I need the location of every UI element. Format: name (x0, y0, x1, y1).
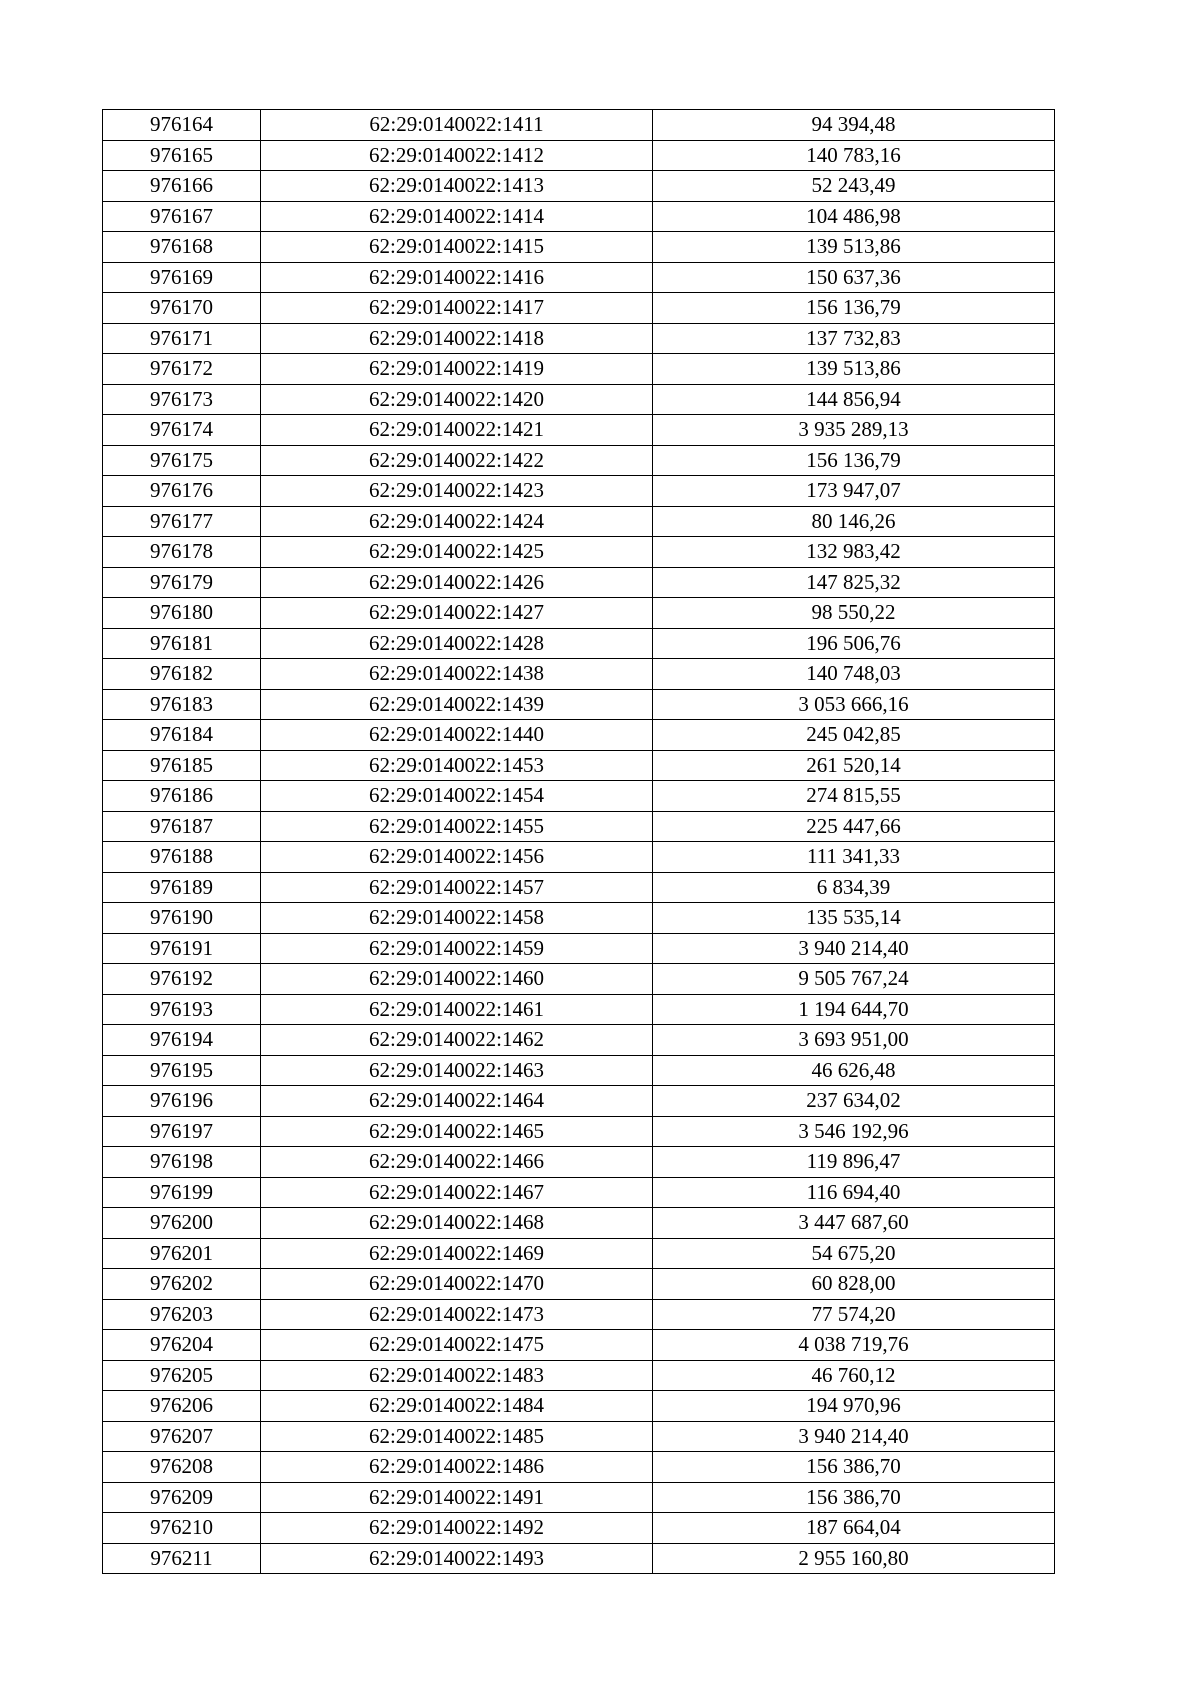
table-row (103, 171, 1055, 202)
table-row (103, 323, 1055, 354)
row-number-cell: 976203 (103, 1299, 261, 1330)
table-row (103, 903, 1055, 934)
cadastral-value-cell: 9 505 767,24 (653, 964, 1055, 995)
table-row (103, 1543, 1055, 1574)
table-row (103, 1269, 1055, 1300)
cadastral-number-cell: 62:29:0140022:1428 (261, 628, 653, 659)
row-number-cell: 976192 (103, 964, 261, 995)
table-row (103, 781, 1055, 812)
row-number-cell: 976182 (103, 659, 261, 690)
row-number-cell: 976193 (103, 994, 261, 1025)
row-number-cell: 976176 (103, 476, 261, 507)
cadastral-number-cell: 62:29:0140022:1467 (261, 1177, 653, 1208)
table-row (103, 506, 1055, 537)
table-row (103, 1513, 1055, 1544)
row-number-cell: 976189 (103, 872, 261, 903)
table-row (103, 354, 1055, 385)
row-number-cell: 976172 (103, 354, 261, 385)
cadastral-number-cell: 62:29:0140022:1439 (261, 689, 653, 720)
cadastral-number-cell: 62:29:0140022:1417 (261, 293, 653, 324)
cadastral-number-cell: 62:29:0140022:1419 (261, 354, 653, 385)
cadastral-number-cell: 62:29:0140022:1468 (261, 1208, 653, 1239)
cadastral-number-cell: 62:29:0140022:1483 (261, 1360, 653, 1391)
cadastral-number-cell: 62:29:0140022:1415 (261, 232, 653, 263)
row-number-cell: 976183 (103, 689, 261, 720)
table-row (103, 811, 1055, 842)
cadastral-value-cell: 4 038 719,76 (653, 1330, 1055, 1361)
row-number-cell: 976202 (103, 1269, 261, 1300)
cadastral-number-cell: 62:29:0140022:1459 (261, 933, 653, 964)
cadastral-number-cell: 62:29:0140022:1418 (261, 323, 653, 354)
cadastral-value-cell: 132 983,42 (653, 537, 1055, 568)
cadastral-value-cell: 147 825,32 (653, 567, 1055, 598)
cadastral-number-cell: 62:29:0140022:1466 (261, 1147, 653, 1178)
cadastral-number-cell: 62:29:0140022:1438 (261, 659, 653, 690)
cadastral-value-cell: 1 194 644,70 (653, 994, 1055, 1025)
cadastral-number-cell: 62:29:0140022:1421 (261, 415, 653, 446)
cadastral-value-cell: 46 760,12 (653, 1360, 1055, 1391)
cadastral-value-cell: 225 447,66 (653, 811, 1055, 842)
row-number-cell: 976185 (103, 750, 261, 781)
row-number-cell: 976168 (103, 232, 261, 263)
cadastral-value-cell: 46 626,48 (653, 1055, 1055, 1086)
cadastral-number-cell: 62:29:0140022:1454 (261, 781, 653, 812)
table-row (103, 1482, 1055, 1513)
cadastral-number-cell: 62:29:0140022:1455 (261, 811, 653, 842)
cadastral-value-cell: 94 394,48 (653, 110, 1055, 141)
row-number-cell: 976180 (103, 598, 261, 629)
row-number-cell: 976206 (103, 1391, 261, 1422)
cadastral-number-cell: 62:29:0140022:1485 (261, 1421, 653, 1452)
table-row (103, 1055, 1055, 1086)
cadastral-value-cell: 139 513,86 (653, 232, 1055, 263)
cadastral-value-cell: 3 447 687,60 (653, 1208, 1055, 1239)
cadastral-value-cell: 274 815,55 (653, 781, 1055, 812)
table-row (103, 933, 1055, 964)
cadastral-value-cell: 139 513,86 (653, 354, 1055, 385)
table-body (103, 110, 1055, 1574)
table-row (103, 1452, 1055, 1483)
cadastral-number-cell: 62:29:0140022:1473 (261, 1299, 653, 1330)
table-row (103, 1360, 1055, 1391)
cadastral-value-cell: 3 935 289,13 (653, 415, 1055, 446)
cadastral-value-cell: 111 341,33 (653, 842, 1055, 873)
cadastral-value-cell: 156 136,79 (653, 293, 1055, 324)
table-row (103, 384, 1055, 415)
row-number-cell: 976201 (103, 1238, 261, 1269)
cadastral-number-cell: 62:29:0140022:1469 (261, 1238, 653, 1269)
row-number-cell: 976197 (103, 1116, 261, 1147)
table-row (103, 994, 1055, 1025)
cadastral-number-cell: 62:29:0140022:1422 (261, 445, 653, 476)
cadastral-value-cell: 156 386,70 (653, 1482, 1055, 1513)
row-number-cell: 976165 (103, 140, 261, 171)
row-number-cell: 976200 (103, 1208, 261, 1239)
cadastral-value-cell: 140 783,16 (653, 140, 1055, 171)
row-number-cell: 976171 (103, 323, 261, 354)
row-number-cell: 976186 (103, 781, 261, 812)
row-number-cell: 976196 (103, 1086, 261, 1117)
table-row (103, 1086, 1055, 1117)
table-row (103, 1025, 1055, 1056)
row-number-cell: 976170 (103, 293, 261, 324)
row-number-cell: 976210 (103, 1513, 261, 1544)
cadastral-number-cell: 62:29:0140022:1461 (261, 994, 653, 1025)
table-row (103, 598, 1055, 629)
row-number-cell: 976205 (103, 1360, 261, 1391)
row-number-cell: 976181 (103, 628, 261, 659)
row-number-cell: 976178 (103, 537, 261, 568)
cadastral-value-cell: 237 634,02 (653, 1086, 1055, 1117)
cadastral-number-cell: 62:29:0140022:1462 (261, 1025, 653, 1056)
cadastral-value-cell: 140 748,03 (653, 659, 1055, 690)
cadastral-value-cell: 187 664,04 (653, 1513, 1055, 1544)
row-number-cell: 976195 (103, 1055, 261, 1086)
table-row (103, 1177, 1055, 1208)
table-row (103, 1147, 1055, 1178)
cadastral-value-cell: 119 896,47 (653, 1147, 1055, 1178)
cadastral-value-cell: 135 535,14 (653, 903, 1055, 934)
cadastral-value-cell: 77 574,20 (653, 1299, 1055, 1330)
table-row (103, 659, 1055, 690)
row-number-cell: 976211 (103, 1543, 261, 1574)
row-number-cell: 976177 (103, 506, 261, 537)
row-number-cell: 976194 (103, 1025, 261, 1056)
table-row (103, 1330, 1055, 1361)
cadastral-value-cell: 3 693 951,00 (653, 1025, 1055, 1056)
row-number-cell: 976207 (103, 1421, 261, 1452)
row-number-cell: 976191 (103, 933, 261, 964)
cadastral-value-cell: 98 550,22 (653, 598, 1055, 629)
cadastral-value-cell: 80 146,26 (653, 506, 1055, 537)
cadastral-value-cell: 60 828,00 (653, 1269, 1055, 1300)
cadastral-number-cell: 62:29:0140022:1416 (261, 262, 653, 293)
table-row (103, 140, 1055, 171)
cadastral-number-cell: 62:29:0140022:1493 (261, 1543, 653, 1574)
row-number-cell: 976187 (103, 811, 261, 842)
cadastral-value-cell: 150 637,36 (653, 262, 1055, 293)
table-row (103, 1208, 1055, 1239)
row-number-cell: 976174 (103, 415, 261, 446)
row-number-cell: 976199 (103, 1177, 261, 1208)
table-row (103, 750, 1055, 781)
table-row (103, 689, 1055, 720)
table-row (103, 262, 1055, 293)
cadastral-number-cell: 62:29:0140022:1484 (261, 1391, 653, 1422)
cadastral-value-cell: 52 243,49 (653, 171, 1055, 202)
cadastral-number-cell: 62:29:0140022:1460 (261, 964, 653, 995)
cadastral-number-cell: 62:29:0140022:1420 (261, 384, 653, 415)
cadastral-value-cell: 261 520,14 (653, 750, 1055, 781)
cadastral-value-cell: 144 856,94 (653, 384, 1055, 415)
table-row (103, 476, 1055, 507)
cadastral-number-cell: 62:29:0140022:1470 (261, 1269, 653, 1300)
table-row (103, 201, 1055, 232)
cadastral-number-cell: 62:29:0140022:1458 (261, 903, 653, 934)
cadastral-value-cell: 156 386,70 (653, 1452, 1055, 1483)
table-row (103, 628, 1055, 659)
cadastral-number-cell: 62:29:0140022:1456 (261, 842, 653, 873)
row-number-cell: 976179 (103, 567, 261, 598)
row-number-cell: 976208 (103, 1452, 261, 1483)
table-row (103, 1238, 1055, 1269)
cadastral-number-cell: 62:29:0140022:1425 (261, 537, 653, 568)
cadastral-number-cell: 62:29:0140022:1492 (261, 1513, 653, 1544)
table-row (103, 964, 1055, 995)
table-row (103, 1391, 1055, 1422)
table-row (103, 293, 1055, 324)
row-number-cell: 976204 (103, 1330, 261, 1361)
cadastral-number-cell: 62:29:0140022:1463 (261, 1055, 653, 1086)
row-number-cell: 976166 (103, 171, 261, 202)
cadastral-value-cell: 3 940 214,40 (653, 1421, 1055, 1452)
row-number-cell: 976175 (103, 445, 261, 476)
cadastral-number-cell: 62:29:0140022:1413 (261, 171, 653, 202)
table-row (103, 232, 1055, 263)
row-number-cell: 976198 (103, 1147, 261, 1178)
cadastral-number-cell: 62:29:0140022:1423 (261, 476, 653, 507)
table-row (103, 415, 1055, 446)
cadastral-value-cell: 116 694,40 (653, 1177, 1055, 1208)
cadastral-value-cell: 194 970,96 (653, 1391, 1055, 1422)
cadastral-value-cell: 54 675,20 (653, 1238, 1055, 1269)
cadastral-number-cell: 62:29:0140022:1491 (261, 1482, 653, 1513)
cadastral-value-cell: 245 042,85 (653, 720, 1055, 751)
cadastral-number-cell: 62:29:0140022:1453 (261, 750, 653, 781)
cadastral-number-cell: 62:29:0140022:1411 (261, 110, 653, 141)
row-number-cell: 976190 (103, 903, 261, 934)
cadastral-number-cell: 62:29:0140022:1457 (261, 872, 653, 903)
cadastral-number-cell: 62:29:0140022:1464 (261, 1086, 653, 1117)
table-row (103, 110, 1055, 141)
cadastral-value-cell: 137 732,83 (653, 323, 1055, 354)
table-row (103, 1421, 1055, 1452)
cadastral-value-cell: 156 136,79 (653, 445, 1055, 476)
cadastral-value-cell: 3 546 192,96 (653, 1116, 1055, 1147)
cadastral-value-cell: 3 053 666,16 (653, 689, 1055, 720)
row-number-cell: 976184 (103, 720, 261, 751)
cadastral-value-cell: 196 506,76 (653, 628, 1055, 659)
cadastral-number-cell: 62:29:0140022:1426 (261, 567, 653, 598)
cadastral-number-cell: 62:29:0140022:1412 (261, 140, 653, 171)
cadastral-value-table (102, 109, 1055, 1574)
table-row (103, 537, 1055, 568)
cadastral-number-cell: 62:29:0140022:1465 (261, 1116, 653, 1147)
table-row (103, 1116, 1055, 1147)
table-row (103, 720, 1055, 751)
cadastral-value-cell: 2 955 160,80 (653, 1543, 1055, 1574)
table-row (103, 872, 1055, 903)
cadastral-value-cell: 3 940 214,40 (653, 933, 1055, 964)
cadastral-number-cell: 62:29:0140022:1486 (261, 1452, 653, 1483)
table-row (103, 445, 1055, 476)
row-number-cell: 976188 (103, 842, 261, 873)
table-row (103, 1299, 1055, 1330)
cadastral-value-cell: 6 834,39 (653, 872, 1055, 903)
cadastral-value-cell: 104 486,98 (653, 201, 1055, 232)
cadastral-number-cell: 62:29:0140022:1414 (261, 201, 653, 232)
row-number-cell: 976169 (103, 262, 261, 293)
cadastral-value-cell: 173 947,07 (653, 476, 1055, 507)
cadastral-number-cell: 62:29:0140022:1427 (261, 598, 653, 629)
table-row (103, 842, 1055, 873)
row-number-cell: 976164 (103, 110, 261, 141)
cadastral-number-cell: 62:29:0140022:1424 (261, 506, 653, 537)
row-number-cell: 976167 (103, 201, 261, 232)
table-row (103, 567, 1055, 598)
cadastral-number-cell: 62:29:0140022:1475 (261, 1330, 653, 1361)
row-number-cell: 976173 (103, 384, 261, 415)
row-number-cell: 976209 (103, 1482, 261, 1513)
cadastral-number-cell: 62:29:0140022:1440 (261, 720, 653, 751)
